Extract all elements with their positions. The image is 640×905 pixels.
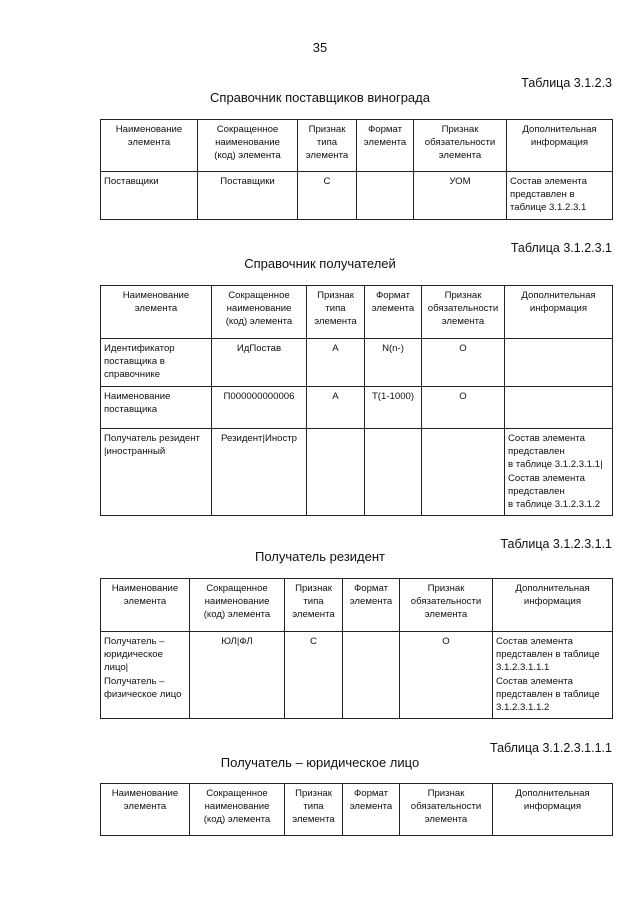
column-header-name: Наименование элемента	[101, 579, 190, 632]
column-header-code: Сокращенное наименование (код) элемента	[190, 579, 285, 632]
column-header-format: Формат элемента	[343, 579, 400, 632]
cell-code: Резидент|Иностр	[212, 429, 307, 516]
table-1-title: Справочник поставщиков винограда	[210, 90, 430, 105]
column-header-code: Сокращенное наименование (код) элемента	[190, 784, 285, 836]
cell-info: Состав элемента представлен в таблице 3.1.2.3.1.1| Состав элемента представлен в таблице 3.1.2.3.1.2	[505, 429, 613, 516]
table-row	[101, 339, 613, 387]
column-header-info: Дополнительная информация	[493, 784, 613, 836]
page-number: 35	[312, 40, 328, 55]
table-3-title: Получатель резидент	[254, 549, 385, 564]
column-header-info: Дополнительная информация	[505, 286, 613, 339]
table-row	[101, 172, 613, 220]
table-suppliers	[100, 119, 613, 220]
cell-name: Наименование поставщика	[101, 387, 212, 429]
table-2-label: Таблица 3.1.2.3.1	[510, 241, 612, 255]
table-row	[101, 632, 613, 719]
cell-info: Состав элемента представлен в таблице 3.1.2.3.1	[507, 172, 613, 220]
cell-info	[505, 339, 613, 387]
column-header-code: Сокращенное наименование (код) элемента	[198, 120, 298, 172]
cell-format	[365, 429, 422, 516]
column-header-name: Наименование элемента	[101, 784, 190, 836]
table-row	[101, 429, 613, 516]
cell-info	[505, 387, 613, 429]
cell-name: Идентификатор поставщика в справочнике	[101, 339, 212, 387]
table-2-title: Справочник получателей	[244, 256, 396, 271]
column-header-code: Сокращенное наименование (код) элемента	[212, 286, 307, 339]
cell-format	[343, 632, 400, 719]
column-header-type: Признак типа элемента	[298, 120, 357, 172]
cell-name: Получатель резидент |иностранный	[101, 429, 212, 516]
column-header-required: Признак обязательности элемента	[422, 286, 505, 339]
cell-required: О	[422, 339, 505, 387]
column-header-name: Наименование элемента	[101, 120, 198, 172]
table-1-label: Таблица 3.1.2.3	[521, 76, 612, 90]
cell-type: А	[307, 339, 365, 387]
cell-required	[422, 429, 505, 516]
cell-code: П000000000006	[212, 387, 307, 429]
table-3-label: Таблица 3.1.2.3.1.1	[500, 537, 612, 551]
table-4-label: Таблица 3.1.2.3.1.1.1	[490, 741, 612, 755]
column-header-type: Признак типа элемента	[307, 286, 365, 339]
column-header-required: Признак обязательности элемента	[414, 120, 507, 172]
cell-type: А	[307, 387, 365, 429]
table-row	[101, 387, 613, 429]
table-legal-entity-recipient	[100, 783, 613, 836]
column-header-info: Дополнительная информация	[493, 579, 613, 632]
cell-required: О	[422, 387, 505, 429]
column-header-format: Формат элемента	[357, 120, 414, 172]
column-header-format: Формат элемента	[365, 286, 422, 339]
cell-info: Состав элемента представлен в таблице 3.1.2.3.1.1.1 Состав элемента представлен в таблице 3.1.2.3.1.1.2	[493, 632, 613, 719]
cell-type: С	[298, 172, 357, 220]
table-4-title: Получатель – юридическое лицо	[220, 755, 420, 770]
cell-code: Поставщики	[198, 172, 298, 220]
cell-required: О	[400, 632, 493, 719]
cell-code: ЮЛ|ФЛ	[190, 632, 285, 719]
cell-format: N(n-)	[365, 339, 422, 387]
column-header-required: Признак обязательности элемента	[400, 579, 493, 632]
column-header-required: Признак обязательности элемента	[400, 784, 493, 836]
cell-name: Получатель – юридическое лицо| Получатель – физическое лицо	[101, 632, 190, 719]
cell-required: УОМ	[414, 172, 507, 220]
column-header-info: Дополнительная информация	[507, 120, 613, 172]
table-recipients	[100, 285, 613, 516]
column-header-format: Формат элемента	[343, 784, 400, 836]
cell-type	[307, 429, 365, 516]
cell-format: Т(1-1000)	[365, 387, 422, 429]
cell-type: С	[285, 632, 343, 719]
cell-name: Поставщики	[101, 172, 198, 220]
column-header-name: Наименование элемента	[101, 286, 212, 339]
cell-format	[357, 172, 414, 220]
column-header-type: Признак типа элемента	[285, 784, 343, 836]
cell-code: ИдПостав	[212, 339, 307, 387]
column-header-type: Признак типа элемента	[285, 579, 343, 632]
table-resident-recipient	[100, 578, 613, 719]
